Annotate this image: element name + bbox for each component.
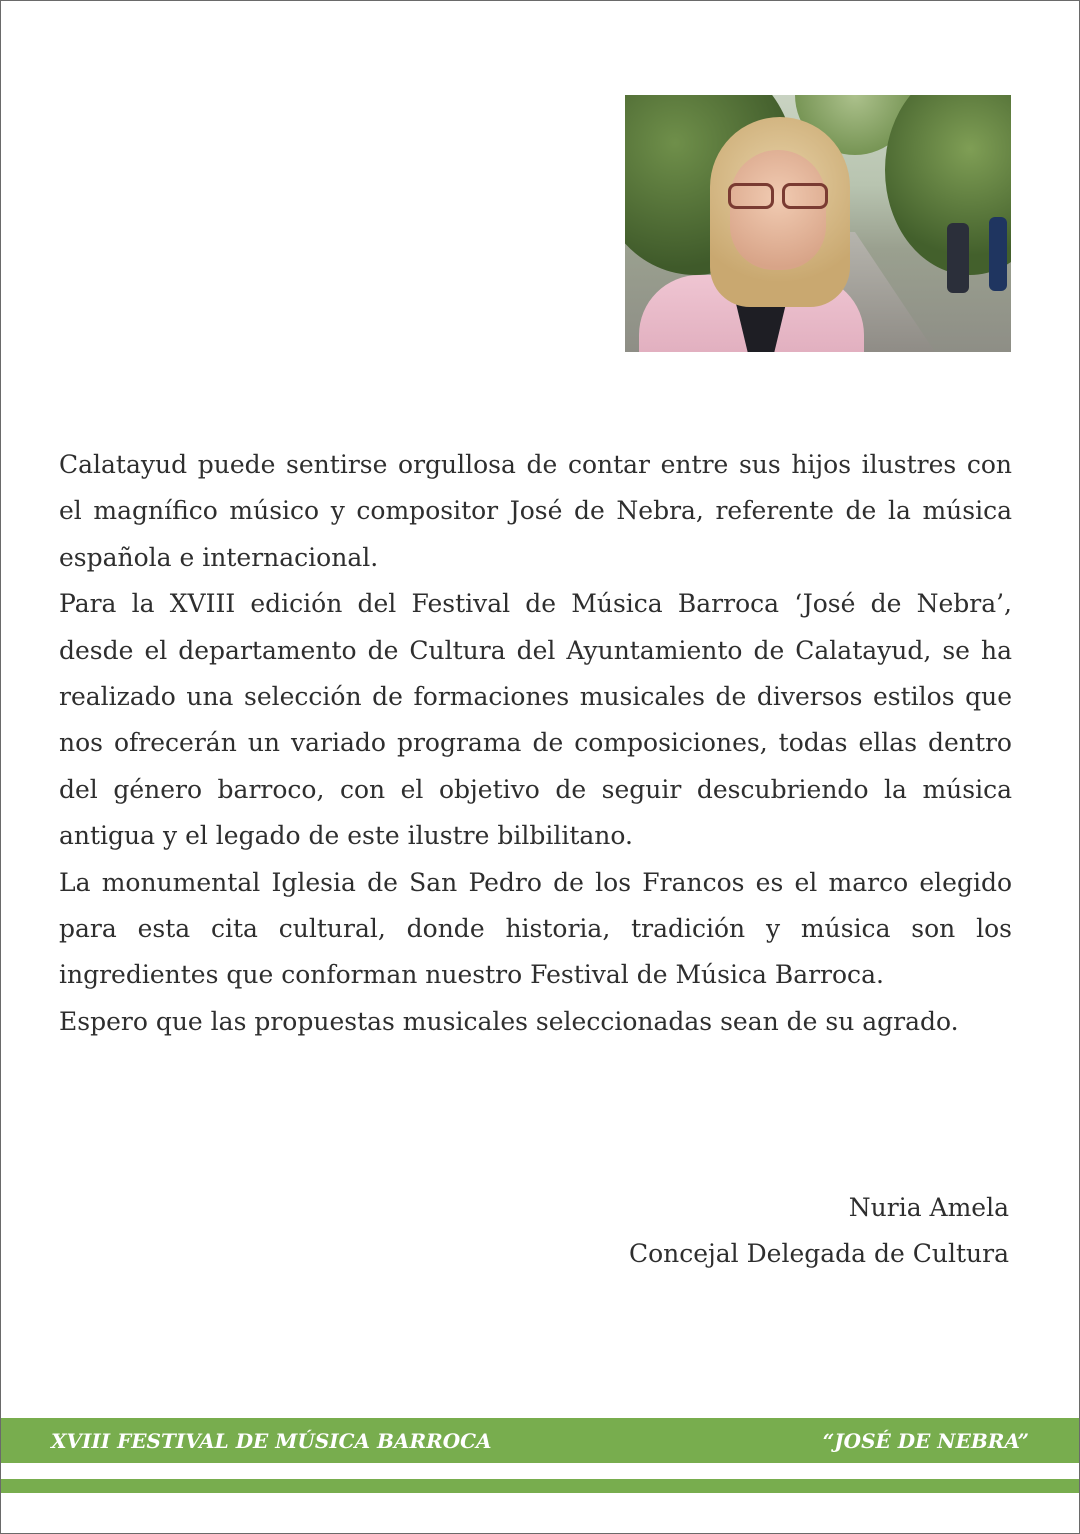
paragraph: Calatayud puede sentirse orgullosa de contar entre sus hijos ilustres con el magnífico músico y compositor José de Nebra, referente de la música española e internacional. [59, 450, 1012, 572]
footer-rule [1, 1479, 1079, 1493]
signature-role: Concejal Delegada de Cultura [628, 1239, 1009, 1268]
photo-glasses [728, 183, 828, 205]
portrait-photo [625, 95, 1011, 352]
paragraph: Para la XVIII edición del Festival de Música Barroca ‘José de Nebra’, desde el departamento de Cultura del Ayuntamiento de Calatayud, se ha realizado una selección de formaciones musicales de diversos estilos que nos ofrecerán un variado programa de composiciones, todas ellas dentro del género barroco, con el objetivo de seguir descubriendo la música antigua y el legado de este ilustre bilbilitano. [59, 589, 1012, 851]
paragraph: La monumental Iglesia de San Pedro de los Francos es el marco elegido para esta cita cultural, donde historia, tradición y música son los ingredientes que conforman nuestro Festival de Música Barroca. [59, 867, 1012, 990]
signature-block [629, 1185, 1009, 1277]
signature-name: Nuria Amela [848, 1193, 1009, 1222]
paragraph: Espero que las propuestas musicales seleccionadas sean de su agrado. [59, 1006, 959, 1036]
footer-festival-title: XVIII FESTIVAL DE MÚSICA BARROCA [51, 1429, 492, 1453]
photo-face [730, 150, 826, 270]
letter-body [59, 442, 1012, 1045]
photo-passerby [947, 223, 969, 293]
photo-passerby [989, 217, 1007, 291]
footer-festival-name: “JOSÉ DE NEBRA” [822, 1429, 1029, 1453]
